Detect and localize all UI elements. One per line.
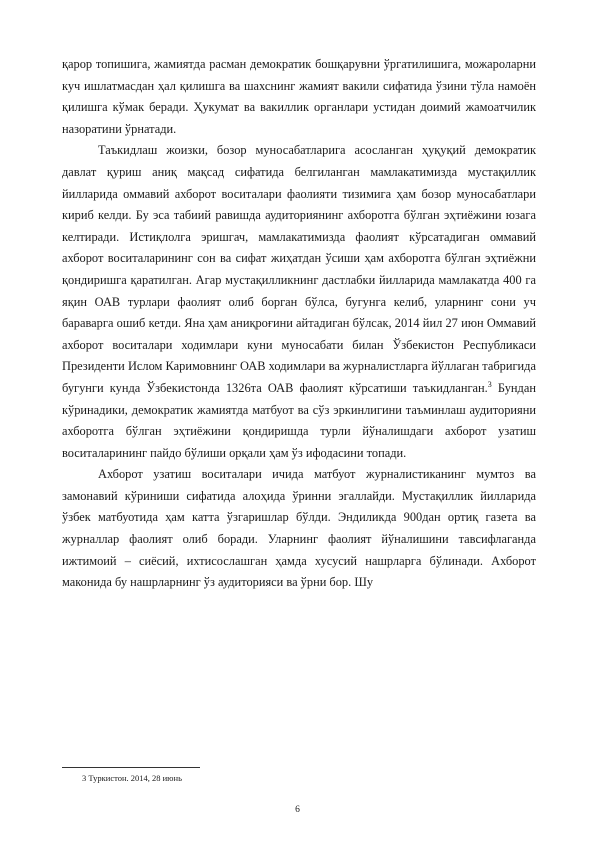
paragraph-1: қарор топишига, жамиятда расман демократик бошқарувни ўргатилишига, можароларни куч ишлатмасдан ҳал қилишга ва шахснинг жамият вакили сифатида ўзини тўла намоён қилишга кўмак беради. Ҳукумат ва вакиллик органлари устидан доимий жамоатчилик назоратини ўрнатади.: [62, 57, 536, 136]
footnote-separator: [62, 767, 200, 768]
paragraph-2-text-after: Бундан кўринадики, демократик жамиятда матбуот ва сўз эркинлигини таъминлаш аудиторияни ахборотга бўлган эҳтиёжини қондиришда турли йўналишдаги ахборот узатиш воситаларининг пайдо бўлиши орқали ҳам ўз ифодасини топади.: [62, 380, 536, 460]
body-text: [62, 54, 536, 594]
footnote-number: 3: [82, 773, 87, 783]
footnote: [82, 773, 182, 784]
page-number: 6: [295, 805, 300, 815]
footnote-text: Туркистон. 2014, 28 июнь: [86, 773, 182, 783]
footnote-reference[interactable]: 3: [487, 379, 492, 389]
paragraph-2-text-before: Таъкидлаш жоизки, бозор муносабатларига асосланган ҳуқуқий демократик давлат қуриш аниқ мақсад сифатида белгиланган мамлакатимизда мустақиллик йилларида оммавий ахборот воситалари фаолияти тизимига ҳам бозор муносабатлари кириб келди. Бу эса табиий равишда аудиториянинг ахборотга бўлган эҳтиёжини юзага келтиради. Истиқлолга эришгач, мамлакатимизда фаолият кўрсатадиган оммавий ахборот воситаларининг сон ва сифат жиҳатдан ўсиши ҳам ахборотга бўлган эҳтиёжни қондиришга қаратилган. Агар мустақилликнинг дастлабки йилларида мамлакатда 400 га яқин ОАВ турлари фаолият олиб борган бўлса, бугунга келиб, уларнинг сони уч бараварга ошиб кетди. Яна ҳам аниқроғини айтадиган бўлсак, 2014 йил 27 июн Оммавий ахборот воситалари ходимлари куни муносабати билан Ўзбекистон Республикаси Президенти Ислом Каримовнинг ОАВ ходимлари ва журналистларга йўллаган табригида бугунги кунда Ўзбекистонда 1326та ОАВ фаолият кўрсатиши таъкидланган.: [62, 143, 536, 395]
paragraph-2: [62, 140, 536, 464]
paragraph-3: Ахборот узатиш воситалари ичида матбуот журналистиканинг мумтоз ва замонавий кўриниши сифатида алоҳида ўринни эгаллайди. Мустақиллик йилларида ўзбек матбуотида ҳам катта ўзгаришлар бўлди. Эндиликда 900дан ортиқ газета ва журналлар фаолият олиб боради. Уларнинг фаолият йўналишини тавсифлаганда ижтимоий – сиёсий, ихтисослашган ҳамда хусусий нашрларга бўлинади. Ахборот маконида бу нашрларнинг ўз аудиторияси ва ўрни бор. Шу: [62, 467, 536, 590]
